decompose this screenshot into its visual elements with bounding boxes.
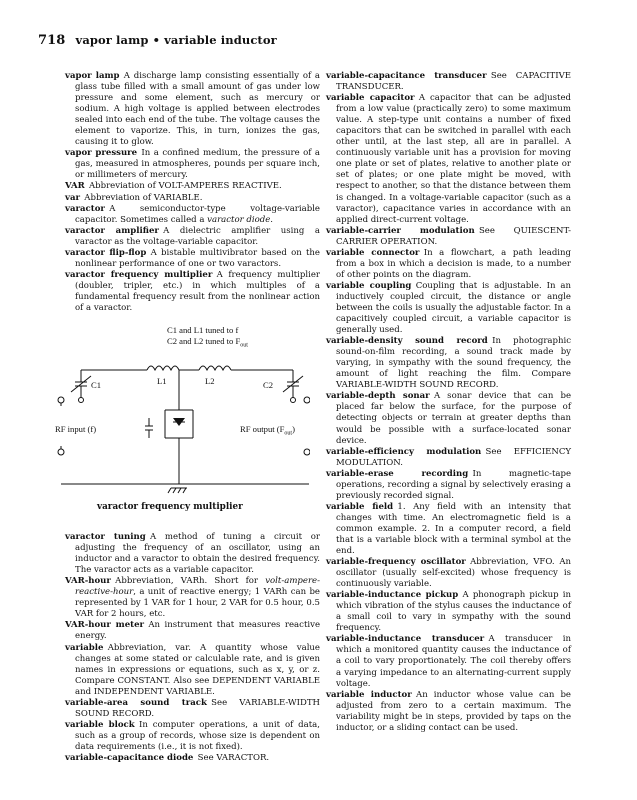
- entry-term: variable-depth sonar: [326, 391, 430, 402]
- entry-tail: .: [270, 214, 274, 225]
- entry-definition: Abbreviation of VARIABLE.: [84, 192, 203, 203]
- entry-term: VAR: [65, 181, 85, 192]
- rf-output-sub: out: [284, 430, 293, 437]
- entry-definition: A bistable multivibrator based on the nonlinear performance of one or two varactors.: [75, 247, 320, 269]
- figure-caption: varactor frequency multiplier: [97, 502, 243, 513]
- circuit-figure: [55, 322, 310, 520]
- dictionary-entry: [326, 469, 571, 502]
- entry-term: variable-carrier modulation: [326, 225, 475, 236]
- entry-definition: A phonograph pickup in which vibration of the stylus causes the inductance of a small coil to vary in sympathy with the sound frequency.: [336, 590, 571, 634]
- entry-definition: Abbreviation, VFO. An oscillator (usually self-excited) whose frequency is continuously variable.: [336, 557, 571, 590]
- entry-definition: In a flowchart, a path leading from a box in which a decision is made, to a number of other points on the diagram.: [336, 247, 572, 280]
- entry-term: varactor tuning: [65, 532, 146, 543]
- entry-term: VAR-hour meter: [65, 620, 145, 631]
- entry-term: variable-inductance pickup: [326, 590, 459, 601]
- entry-term: variable-capacitance transducer: [326, 71, 487, 81]
- dictionary-entry: [326, 690, 571, 734]
- entry-definition: Abbreviation, VARh. Short for: [115, 576, 266, 587]
- entry-term: variable block: [65, 719, 135, 730]
- entry-term: var: [65, 192, 81, 203]
- entry-term: variable capacitor: [326, 93, 415, 104]
- dictionary-entry: [65, 720, 320, 753]
- entry-definition: See VARACTOR.: [197, 752, 270, 763]
- entry-definition: In photographic sound-on-film recording, a sound track made by varying, in sympathy with the sound frequency, the amount of light reaching the film. Compare VARIABLE-WIDTH SOUND RECORD.: [336, 336, 571, 391]
- dictionary-entry: [65, 753, 320, 764]
- entry-term: varactor: [65, 203, 105, 214]
- entry-term: variable-efficiency modulation: [326, 446, 482, 457]
- entry-term: variable-inductance transducer: [326, 634, 485, 645]
- dictionary-entry: [326, 93, 571, 226]
- rf-output-label: [240, 424, 295, 440]
- entry-definition: In magnetic-tape operations, recording a signal by selectively erasing a previously recorded signal.: [336, 468, 572, 501]
- entry-definition: Abbreviation, var. A quantity whose value changes at some stated or calculable rate, and is given names in expressions or equations, such as x, y, or z. Compare CONSTANT. Also see DEPENDENT VARIABLE and INDEPENDENT VARIABLE.: [75, 642, 320, 697]
- left-entries-bottom: [65, 532, 320, 764]
- entry-definition: An instrument that measures reactive energy.: [75, 620, 320, 642]
- dictionary-entry: [65, 532, 320, 576]
- entry-definition: In computer operations, a unit of data, such as a group of records, whose size is dependent on data requirements (i.e., it is not fixed).: [75, 719, 320, 752]
- entry-italic: varactor diode: [207, 214, 271, 225]
- entry-term: variable: [65, 642, 104, 653]
- dictionary-entry: [65, 620, 320, 642]
- dictionary-entry: [326, 447, 571, 469]
- c1-label: C1: [91, 380, 102, 391]
- entry-term: vapor lamp: [65, 71, 120, 81]
- entry-definition: See VARIABLE-WIDTH SOUND RECORD.: [75, 697, 320, 719]
- rf-input-label: RF input (f): [55, 424, 97, 435]
- figure-label-line1: C1 and L1 tuned to f: [167, 325, 239, 336]
- entry-term: varactor flip-flop: [65, 247, 147, 258]
- entry-definition: See QUIESCENT-CARRIER OPERATION.: [336, 225, 571, 247]
- entry-italic: volt-ampere-reactive-hour: [75, 576, 320, 598]
- rf-output-text: RF output (F: [240, 424, 285, 435]
- entry-definition: A frequency multiplier (doubler, tripler, etc.) in which multiples of a fundamental frequency result from the nonlinear action of a varactor.: [75, 269, 320, 313]
- running-header: [38, 33, 277, 48]
- dictionary-entry: [65, 643, 320, 698]
- left-column: [55, 71, 321, 764]
- entry-term: variable inductor: [326, 689, 412, 700]
- l2-label: L2: [205, 376, 215, 387]
- entry-definition: 1. Any field with an intensity that changes with time. An electromagnetic field is a common example. 2. In a computer record, a field that is a variable block with a terminal symbol at the end.: [336, 501, 571, 557]
- dictionary-entry: [65, 71, 320, 148]
- dictionary-entry: [326, 391, 571, 446]
- entry-term: variable-frequency oscillator: [326, 557, 466, 568]
- entry-definition: Abbreviation of VOLT-AMPERES REACTIVE.: [88, 181, 282, 192]
- entry-term: VAR-hour: [65, 576, 111, 587]
- c2-label: C2: [263, 380, 274, 391]
- entry-definition: A discharge lamp consisting essentially of a glass tube filled with a small amount of gas under low pressure and some element, such as mercury or sodium. A high voltage is applied between electrodes sealed into each end of the tube. The voltage causes the element to vaporize. This, in turn, ionizes the gas, causing it to glow.: [75, 71, 320, 148]
- entry-definition: A sonar device that can be placed far below the surface, for the purpose of detecting objects or terrain at greater depths than would be possible with a surface-located sonar device.: [336, 391, 572, 446]
- dictionary-entry: [65, 226, 320, 248]
- entry-definition: A method of tuning a circuit or adjusting the frequency of an oscillator, using an inductor and a varactor to obtain the desired frequency. The varactor acts as a variable capacitor.: [75, 532, 320, 576]
- rf-output-tail: ): [292, 424, 295, 435]
- entry-term: variable-density sound record: [326, 336, 488, 347]
- dictionary-entry: [326, 281, 571, 336]
- right-column: [326, 71, 571, 734]
- right-entries: [326, 71, 571, 734]
- figure-label-line2-text: C2 and L2 tuned to F: [167, 336, 241, 347]
- l1-label: L1: [157, 376, 167, 387]
- dictionary-entry: [326, 248, 571, 281]
- entry-tail: , a unit of reactive energy; 1 VARh can be represented by 1 VAR for 1 hour, 2 VAR for 0.5 hour, 0.5 VAR for 2 hours, etc.: [75, 587, 320, 620]
- dictionary-entry: [65, 698, 320, 720]
- entry-definition: Coupling that is adjustable. In an inductively coupled circuit, the distance or angle between the coils is usually the adjustable factor. In a capacitively coupled circuit, a variable capacitor is generally used.: [336, 280, 571, 336]
- dictionary-entry: [326, 336, 571, 391]
- page-number: 718: [38, 33, 66, 48]
- dictionary-entry: [326, 226, 571, 248]
- figure-label-line2-sub: out: [240, 342, 248, 349]
- entry-definition: A transducer in which a monitored quantity causes the inductance of a coil to vary proportionately. The coil thereby offers a varying impedance to an alternating-current supply voltage.: [336, 634, 571, 689]
- entry-term: variable-area sound track: [65, 697, 207, 708]
- dictionary-entry: [65, 204, 320, 226]
- entry-definition: A dielectric amplifier using a varactor as the voltage-variable capacitor.: [75, 225, 320, 247]
- left-entries-top: [65, 71, 320, 314]
- header-title: vapor lamp • variable inductor: [75, 33, 277, 47]
- entry-term: variable-capacitance diode: [65, 752, 194, 763]
- dictionary-entry: [65, 181, 320, 192]
- dictionary-entry: [326, 590, 571, 634]
- dictionary-entry: [326, 71, 571, 93]
- entry-definition: A capacitor that can be adjusted from a low value (practically zero) to some maximum value. A step-type unit contains a number of fixed capacitors that can be switched in parallel with each other until, at the last step, all are in parallel. A continuously variable unit has a provision for moving one plate or set of plates, relative to another plate or set of plates; or one plate might be moved, with respect to another, so that the distance between them is changed. In a voltage-variable capacitor (such as a varactor), capacitance varies in accordance with an applied direct-current voltage.: [336, 93, 571, 225]
- entry-term: variable coupling: [326, 280, 412, 291]
- entry-term: variable connector: [326, 247, 420, 258]
- entry-definition: See CAPACITIVE TRANSDUCER.: [336, 71, 571, 93]
- entry-definition: In a confined medium, the pressure of a gas, measured in atmospheres, pounds per square inch, or millimeters of mercury.: [75, 148, 321, 181]
- entry-definition: See EFFICIENCY MODULATION.: [336, 446, 572, 468]
- entry-definition: An inductor whose value can be adjusted from zero to a certain maximum. The variability might be in steps, provided by taps on the inductor, or a sliding contact can be used.: [336, 689, 571, 733]
- dictionary-entry: [326, 502, 571, 557]
- dictionary-entry: [326, 557, 571, 590]
- dictionary-entry: [65, 148, 320, 181]
- entry-term: variable-erase recording: [326, 468, 469, 479]
- figure-label-line2: [167, 336, 248, 352]
- dictionary-entry: [65, 193, 320, 204]
- entry-definition: A semiconductor-type voltage-variable capacitor. Sometimes called a: [75, 203, 320, 225]
- entry-term: varactor amplifier: [65, 225, 159, 236]
- dictionary-entry: [65, 270, 320, 314]
- entry-term: variable field: [326, 501, 394, 512]
- entry-term: varactor frequency multiplier: [65, 269, 213, 280]
- entry-term: vapor pressure: [65, 148, 138, 159]
- dictionary-entry: [326, 634, 571, 689]
- dictionary-entry: [65, 576, 320, 620]
- dictionary-entry: [65, 248, 320, 270]
